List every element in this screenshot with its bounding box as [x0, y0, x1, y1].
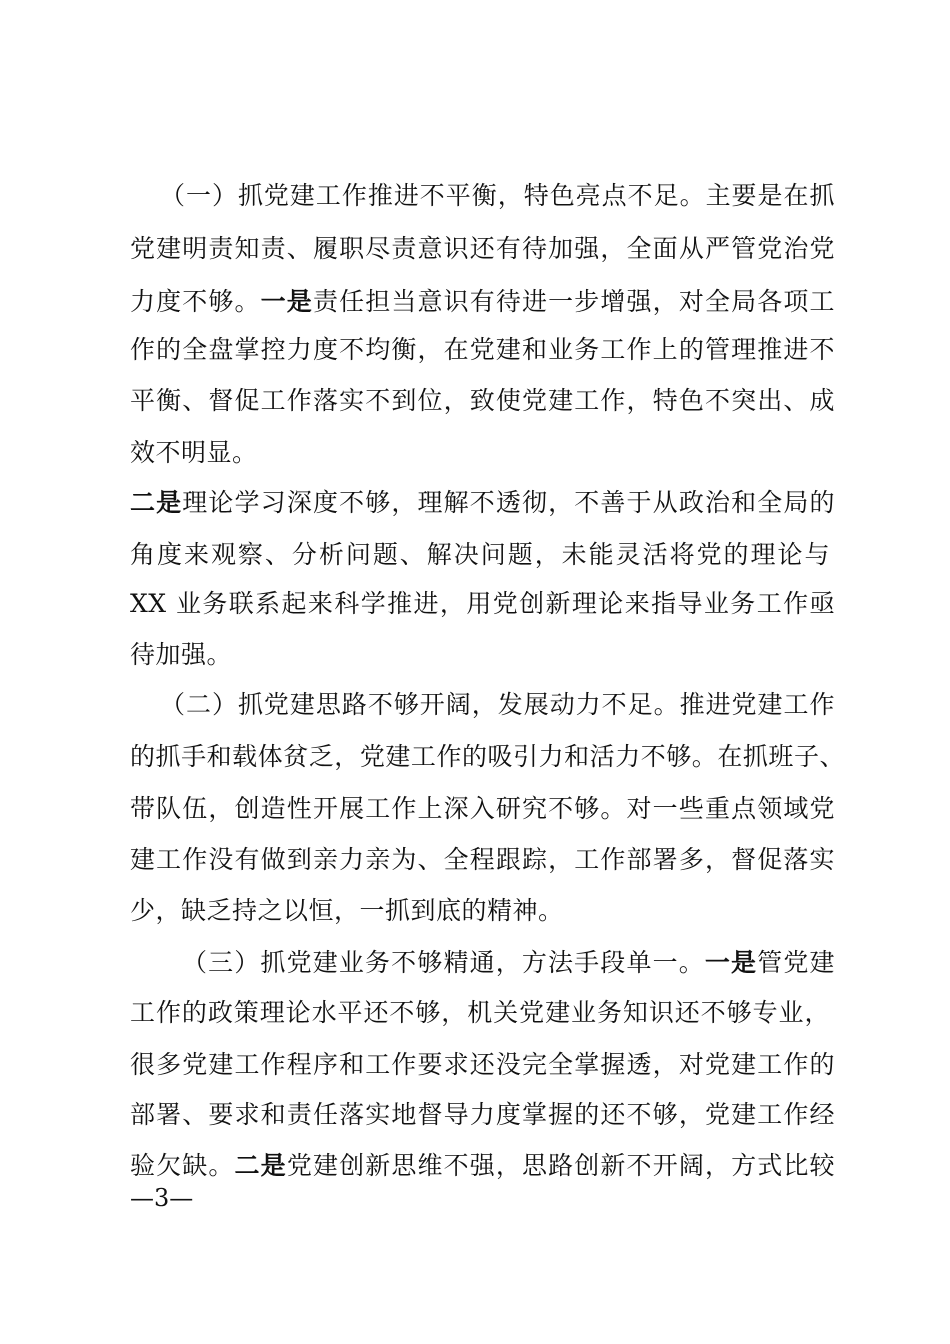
paragraph-2-line-1	[130, 486, 835, 520]
lead-phrase-yishi: 一是	[260, 287, 313, 316]
paragraph-4-text: （三）抓党建业务不够精通，方法手段单一。	[182, 948, 705, 977]
paragraph-4-text: 党建创新思维不强，思路创新不开阔，方式比较	[286, 1151, 835, 1180]
paragraph-4-line-3: 很多党建工作程序和工作要求还没完全掌握透，对党建工作的	[130, 1050, 835, 1079]
paragraph-3-line-1: （二）抓党建思路不够开阔，发展动力不足。推进党建工作	[160, 690, 835, 719]
paragraph-2-text: 理论学习深度不够，理解不透彻，不善于从政治和全局的	[182, 488, 835, 517]
paragraph-1-line-4: 作的全盘掌控力度不均衡，在党建和业务工作上的管理推进不	[130, 335, 835, 364]
paragraph-3-line-4: 建工作没有做到亲力亲为、全程跟踪，工作部署多，督促落实	[130, 845, 835, 874]
paragraph-4-line-5	[130, 1149, 835, 1183]
paragraph-2-line-2: 角度来观察、分析问题、解决问题，未能灵活将党的理论与	[130, 540, 830, 569]
paragraph-3-line-3: 带队伍，创造性开展工作上深入研究不够。对一些重点领域党	[130, 794, 835, 823]
paragraph-1-text: 责任担当意识有待进一步增强，对全局各项工	[312, 287, 835, 316]
page-number: —3—	[130, 1184, 194, 1212]
paragraph-4-text: 管党建	[757, 948, 835, 977]
lead-phrase-yishi: 一是	[704, 948, 758, 977]
paragraph-4-line-4: 部署、要求和责任落实地督导力度掌握的还不够，党建工作经	[130, 1100, 835, 1129]
lead-phrase-ershi: 二是	[234, 1151, 287, 1180]
paragraph-1-line-6: 效不明显。	[130, 438, 258, 467]
paragraph-1-text: 力度不够。	[130, 287, 261, 316]
paragraph-1-line-3	[130, 285, 835, 319]
paragraph-2-line-3: XX 业务联系起来科学推进，用党创新理论来指导业务工作亟	[130, 589, 835, 618]
paragraph-4-line-2: 工作的政策理论水平还不够，机关党建业务知识还不够专业，	[130, 998, 830, 1027]
paragraph-1-line-2: 党建明责知责、履职尽责意识还有待加强，全面从严管党治党	[130, 234, 835, 263]
paragraph-3-line-2: 的抓手和载体贫乏，党建工作的吸引力和活力不够。在抓班子、	[130, 742, 845, 771]
paragraph-3-line-5: 少，缺乏持之以恒，一抓到底的精神。	[130, 896, 564, 925]
paragraph-2-line-4: 待加强。	[130, 640, 233, 669]
paragraph-4-line-1	[182, 946, 835, 980]
paragraph-4-text: 验欠缺。	[130, 1151, 235, 1180]
paragraph-1-line-1: （一）抓党建工作推进不平衡，特色亮点不足。主要是在抓	[160, 181, 835, 210]
lead-phrase-ershi: 二是	[130, 488, 183, 517]
paragraph-1-line-5: 平衡、督促工作落实不到位，致使党建工作，特色不突出、成	[130, 386, 835, 415]
